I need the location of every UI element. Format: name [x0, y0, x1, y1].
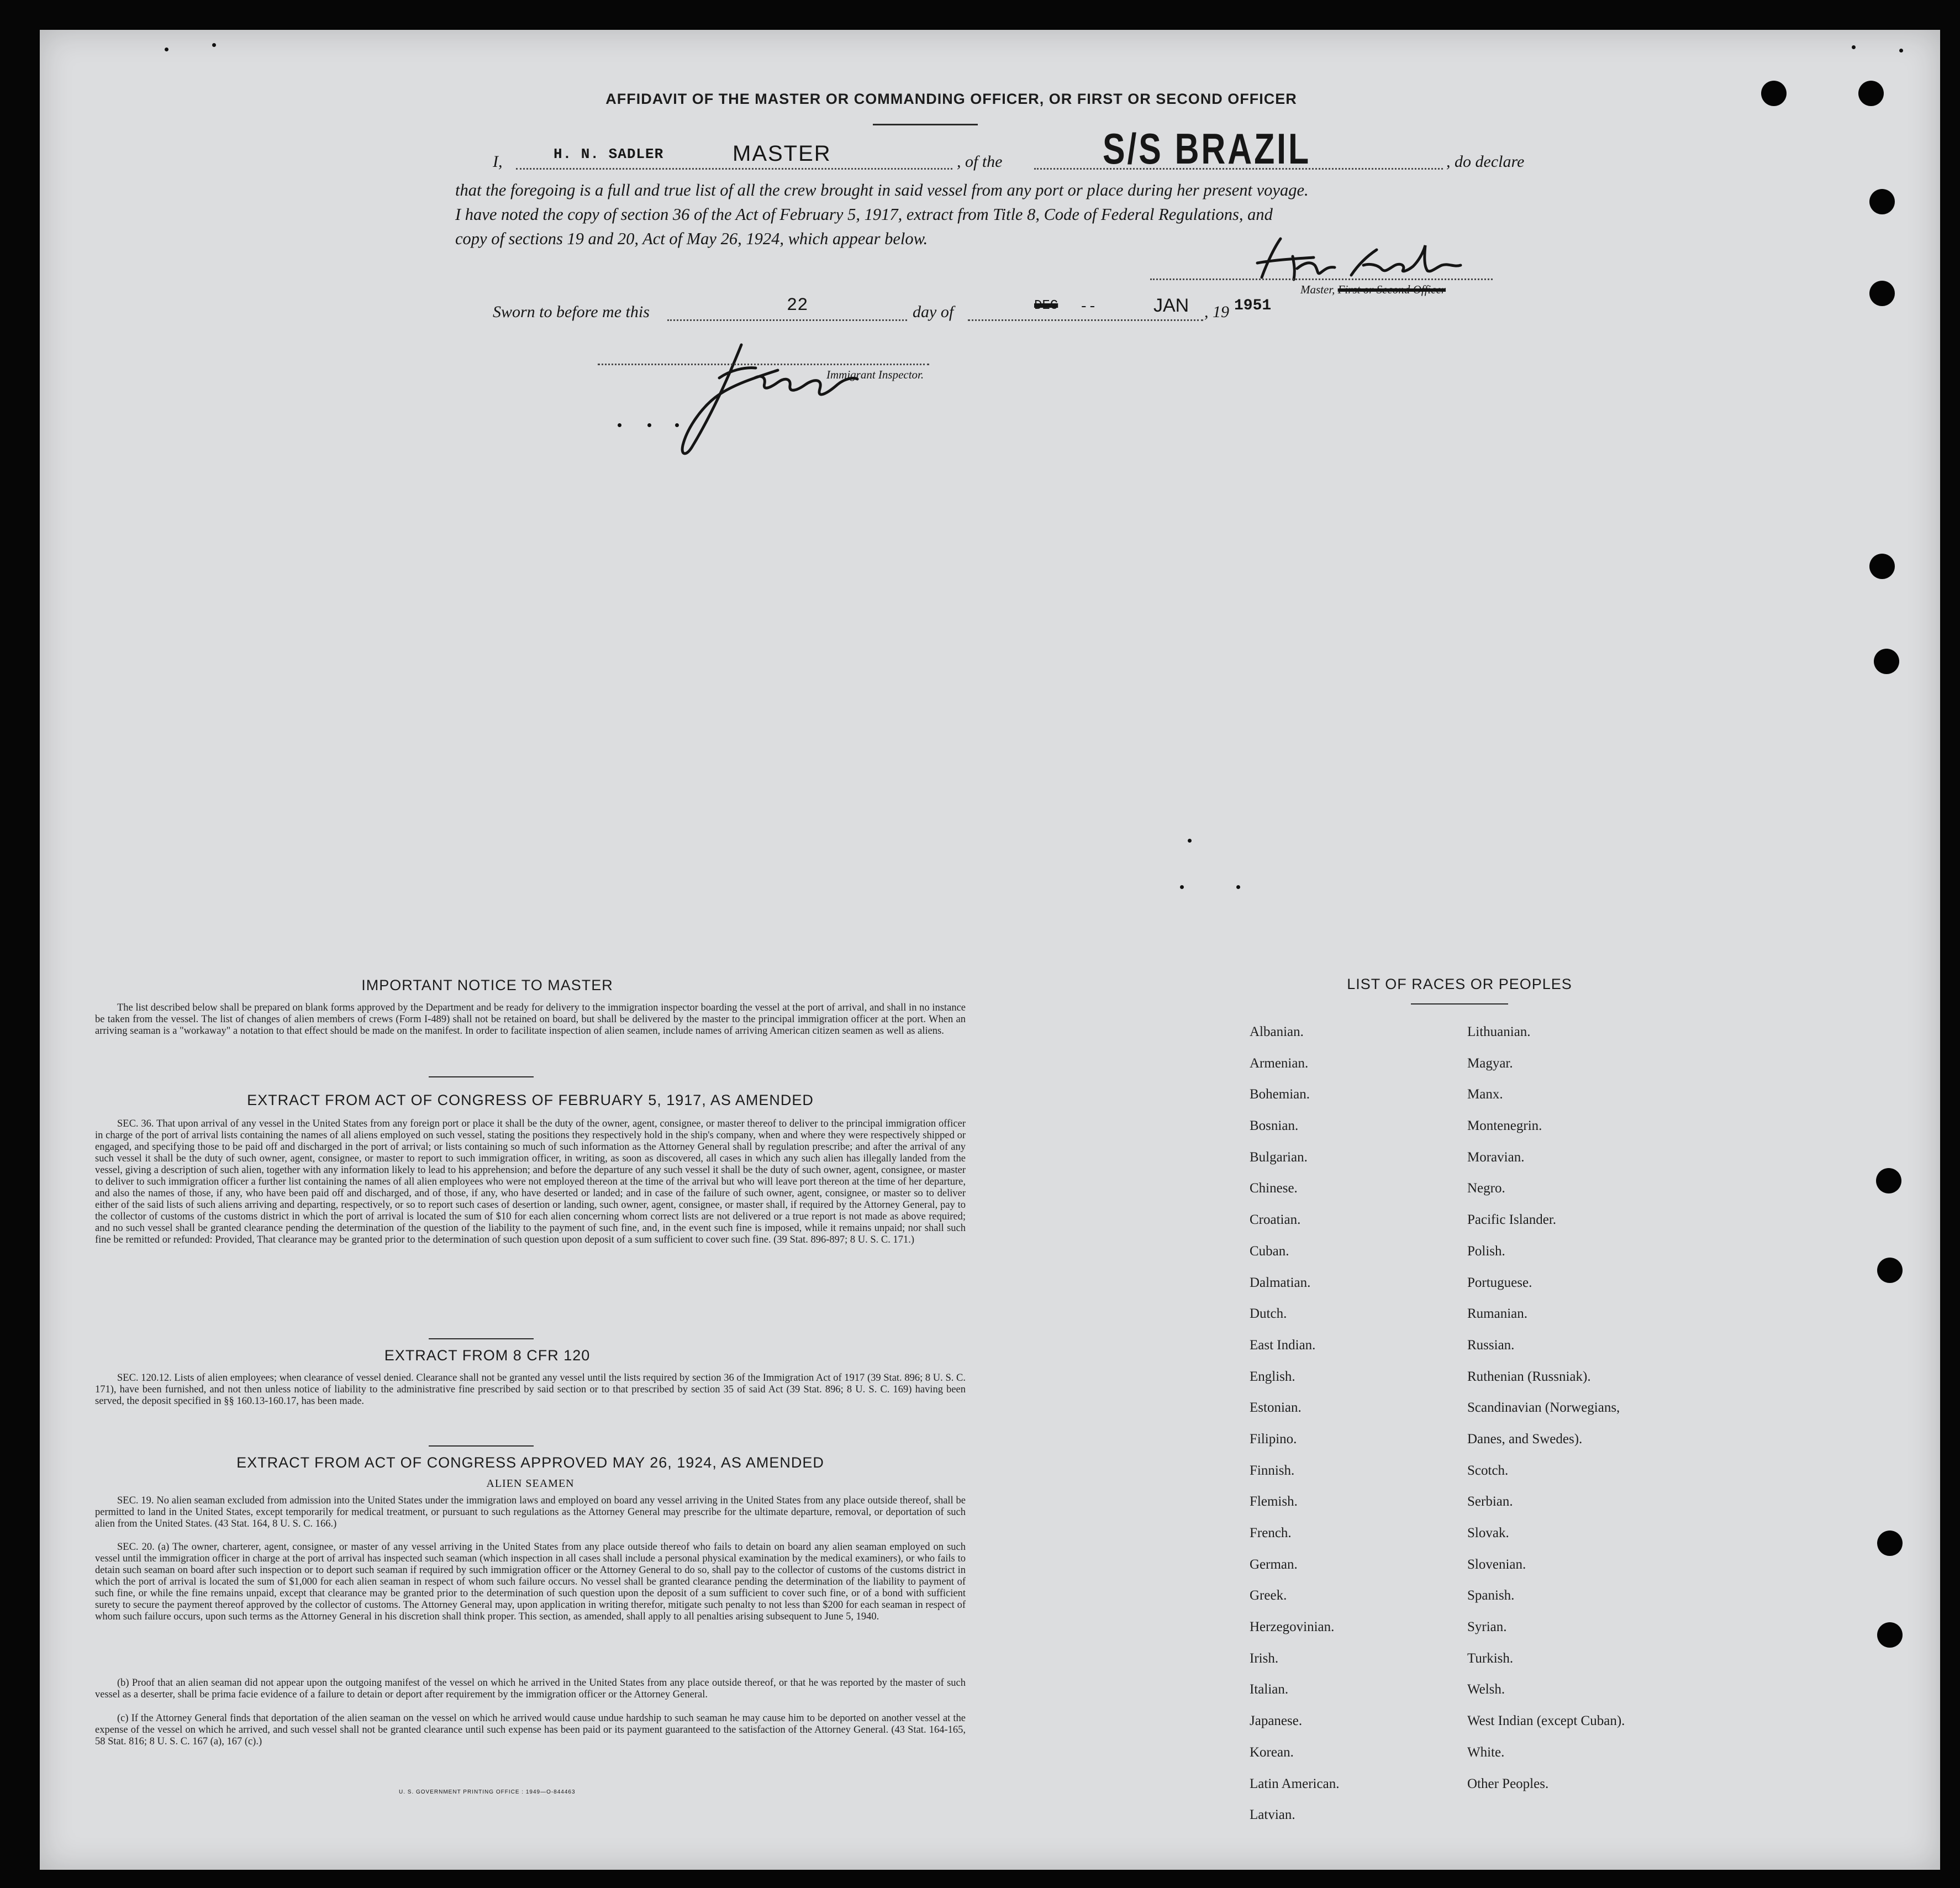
- races-column-1: [1250, 1017, 1437, 1831]
- race-item: Serbian.: [1467, 1494, 1513, 1510]
- race-item: Welsh.: [1467, 1682, 1505, 1697]
- race-item: Latvian.: [1250, 1807, 1295, 1823]
- extract-1924-heading: EXTRACT FROM ACT OF CONGRESS APPROVED MAY 26, 1924, AS AMENDED: [236, 1454, 824, 1471]
- speck: [1236, 885, 1240, 889]
- extract-1917-text: SEC. 36. That upon arrival of any vessel in the United States from any foreign port or place it shall be the duty of the owner, agent, consignee, or master thereof to deliver to the principal immigration officer in charge of the port of arrival lists containing the names of all aliens employed on such vessel, stating the positions they respectively hold in the ship's company, when and where they were respectively shipped or engaged, and specifying those to be paid off and discharged in the port of arrival; or lists containing so much of such information as the Attorney General shall by regulation prescribe; and after the arrival of any such vessel it shall be the duty of such owner, agent, consignee, or master to report to such immigration officer, in writing, as soon as discovered, all cases in which any such alien has illegally landed from the vessel, giving a description of such alien, together with any information likely to lead to his apprehension; and before the departure of any such vessel it shall be the duty of such owner, agent, consignee, or master to deliver to such immigration officer a further list containing the names of all alien employees who were not employed thereon at the time of the arrival but who will leave port thereon at the time of her departure, and also the names of those, if any, who have been paid off and discharged, and of those, if any, who have deserted or landed; and in case of the failure of such owner, agent, consignee, or master so to deliver either of the said lists of such aliens arriving and departing, respectively, or so to report such cases of desertion or landing, such owner, agent, consignee, or master shall, if required by the Attorney General, pay to the collector of customs of the customs district in which the port of arrival is located the sum of $10 for each alien concerning whom correct lists are not delivered or a true report is not made as above required; and no such vessel shall be granted clearance pending the determination of the question of the liability to the payment of such fine, and, in the event such fine is imposed, while it remains unpaid; nor shall such fine be remitted or refunded: Provided, That clearance may be granted prior to the determination of such question upon deposit of a sum sufficient to cover such fine. (39 Stat. 896-897; 8 U. S. C. 171.): [95, 1118, 966, 1245]
- race-item: Other Peoples.: [1467, 1776, 1549, 1791]
- sworn-month: JAN: [1153, 295, 1189, 316]
- title-rule: [873, 124, 978, 125]
- race-item: Manx.: [1467, 1087, 1503, 1102]
- race-item: Scotch.: [1467, 1463, 1509, 1478]
- race-item: Greek.: [1250, 1588, 1287, 1603]
- notice-text: The list described below shall be prepared on blank forms approved by the Department and be ready for delivery to the immigration inspector boarding the vessel at the port of arrival, and shall in no instance be taken from the vessel. The list of changes of alien members of crews (Form I-489) shall not be retained on board, but shall be delivered by the master to the principal immigration officer at the port. When an arriving seaman is a "workaway" a notation to that effect should be made on the manifest. In order to facilitate inspection of alien seamen, include names of arriving American citizen seamen as well as aliens.: [95, 1002, 966, 1037]
- race-item: East Indian.: [1250, 1337, 1316, 1353]
- race-item: Filipino.: [1250, 1431, 1297, 1447]
- speck: [1188, 839, 1192, 843]
- month-dash: --: [1079, 298, 1097, 315]
- race-item: Rumanian.: [1467, 1306, 1528, 1322]
- day-of-label: day of: [913, 303, 954, 321]
- race-item: Croatian.: [1250, 1212, 1301, 1228]
- race-item: Dalmatian.: [1250, 1275, 1311, 1290]
- extract-cfr-heading: EXTRACT FROM 8 CFR 120: [384, 1347, 591, 1364]
- race-item: Chinese.: [1250, 1181, 1298, 1196]
- speck: [1180, 885, 1184, 889]
- master-caption-struck: First or Second Officer: [1337, 283, 1446, 296]
- race-item: Montenegrin.: [1467, 1118, 1542, 1134]
- race-item: Moravian.: [1467, 1149, 1525, 1165]
- master-signature-text: Hn Sadler: [1325, 296, 1327, 297]
- race-item: Bulgarian.: [1250, 1149, 1308, 1165]
- sworn-day: 22: [787, 295, 808, 315]
- race-item: Turkish.: [1467, 1650, 1514, 1666]
- inspector-signature: [647, 317, 879, 461]
- punch-hole: [1869, 281, 1895, 306]
- punch-hole: [1877, 1622, 1903, 1648]
- declare-label: , do declare: [1446, 152, 1525, 171]
- race-item: Russian.: [1467, 1337, 1515, 1353]
- sec19-text: SEC. 19. No alien seaman excluded from admission into the United States under the immigration laws and employed on board any vessel arriving in the United States from any place outside thereof, shall be permitted to land in the United States, except temporarily for medical treatment, or pursuant to such regulations as the Attorney General may prescribe for the ultimate departure, removal, or deportation of such alien from the United States. (43 Stat. 164, 8 U. S. C. 166.): [95, 1495, 966, 1529]
- punch-hole: [1869, 189, 1895, 214]
- race-item: Portuguese.: [1467, 1275, 1532, 1290]
- race-item: Irish.: [1250, 1650, 1279, 1666]
- race-item: White.: [1467, 1744, 1505, 1760]
- race-item: Scandinavian (Norwegians, Danes, and Swedes).: [1467, 1400, 1620, 1447]
- races-column-2: [1467, 1017, 1810, 1800]
- race-item: Flemish.: [1250, 1494, 1298, 1510]
- race-item: Slovak.: [1467, 1526, 1509, 1540]
- punch-hole: [1876, 1168, 1901, 1193]
- month-line: [968, 319, 1203, 321]
- vessel-name: S/S BRAZIL: [1103, 124, 1311, 173]
- race-item: English.: [1250, 1369, 1295, 1384]
- sworn-label: Sworn to before me this: [493, 303, 650, 321]
- speck: [1852, 45, 1856, 49]
- punch-hole: [1877, 1531, 1903, 1556]
- affidavit-body-line: copy of sections 19 and 20, Act of May 26, 1924, which appear below.: [455, 229, 928, 248]
- master-signature: [1242, 234, 1485, 317]
- race-item: Syrian.: [1467, 1619, 1507, 1635]
- officer-name: H. N. SADLER: [554, 146, 664, 162]
- inspector-caption: Immigrant Inspector.: [826, 368, 924, 381]
- race-item: Magyar.: [1467, 1055, 1513, 1071]
- race-item: Bosnian.: [1250, 1118, 1299, 1134]
- master-caption: [1300, 283, 1446, 297]
- speck: [618, 423, 621, 427]
- race-item: West Indian (except Cuban).: [1467, 1713, 1625, 1729]
- sec20b-text: (b) Proof that an alien seaman did not appear upon the outgoing manifest of the vessel on which he arrived in the United States from any place outside thereof, or that he was reported by the master of such vessel as a deserter, shall be prima facie evidence of a failure to detain or deport after requirement by the immigration officer or the Attorney General.: [95, 1677, 966, 1700]
- section-rule: [429, 1338, 534, 1339]
- inspector-signature-text: Singer: [758, 400, 760, 401]
- master-sign-line: [1150, 278, 1493, 280]
- section-rule: [429, 1445, 534, 1447]
- race-item: Estonian.: [1250, 1400, 1302, 1416]
- race-item: Herzegovinian.: [1250, 1619, 1335, 1635]
- affidavit-body-line: I have noted the copy of section 36 of the Act of February 5, 1917, extract from Title 8, Code of Federal Regulations, and: [455, 205, 1273, 224]
- officer-rank: MASTER: [733, 141, 831, 166]
- speck: [165, 48, 168, 51]
- race-item: Pacific Islander.: [1467, 1212, 1557, 1228]
- race-item: Italian.: [1250, 1682, 1289, 1697]
- race-item: Spanish.: [1467, 1588, 1515, 1603]
- race-item: Slovenian.: [1467, 1556, 1526, 1572]
- sec20a-text: SEC. 20. (a) The owner, charterer, agent, consignee, or master of any vessel arriving in the United States from any place outside thereof who fails to detain on board any alien seaman employed on such vessel until the immigration officer in charge at the port of arrival has inspected such seaman (which inspection in all cases shall include a personal physical examination by the medical examiners), or who fails to detain such seaman on board after such inspection or to deport such seaman if required by such immigration officer or the Attorney General to do so, shall pay to the collector of customs of the customs district in which the port of arrival is located the sum of $1,000 for each alien seaman in respect of whom such failure occurs. No vessel shall be granted clearance pending the determination of the liability to payment of such fine, or while the fine remains unpaid, except that clearance may be granted prior to the determination of such question upon the deposit of a sum sufficient to cover such fine, or of a bond with sufficient surety to secure the payment thereof approved by the collector of customs. The Attorney General may, upon application in writing therefor, mitigate such penalty to not less than $200 for each seaman in respect of whom such failure occurs, upon such terms as the Attorney General in his discretion shall think proper. This section, as amended, shall apply to all penalties arising subsequent to June 5, 1940.: [95, 1542, 966, 1622]
- name-line: [516, 168, 952, 170]
- races-rule: [1411, 1003, 1508, 1005]
- race-item: Dutch.: [1250, 1306, 1287, 1322]
- race-item: Armenian.: [1250, 1055, 1309, 1071]
- race-item: Ruthenian (Russniak).: [1467, 1369, 1591, 1384]
- sec20c-text: (c) If the Attorney General finds that deportation of the alien seaman on the vessel on which he arrived would cause undue hardship to such seaman he may cause him to be deported on another vessel at the expense of the vessel on which he arrived, and such vessel shall not be granted clearance until such expense has been paid or its payment guaranteed to the satisfaction of the Attorney General. (43 Stat. 164-165, 58 Stat. 816; 8 U. S. C. 167 (a), 167 (c).): [95, 1713, 966, 1747]
- speck: [212, 43, 216, 47]
- punch-hole: [1761, 81, 1787, 106]
- punch-hole: [1874, 649, 1899, 674]
- race-item: Albanian.: [1250, 1024, 1304, 1039]
- month-struck: DEC: [1034, 298, 1058, 313]
- race-item: Lithuanian.: [1467, 1024, 1531, 1039]
- section-rule: [429, 1076, 534, 1077]
- race-item: Finnish.: [1250, 1463, 1295, 1478]
- punch-hole: [1877, 1258, 1903, 1283]
- race-item: Latin American.: [1250, 1776, 1340, 1791]
- punch-hole: [1858, 81, 1884, 106]
- race-item: Negro.: [1467, 1181, 1505, 1196]
- extract-1917-heading: EXTRACT FROM ACT OF CONGRESS OF FEBRUARY 5, 1917, AS AMENDED: [247, 1092, 814, 1108]
- notice-heading: IMPORTANT NOTICE TO MASTER: [361, 977, 613, 993]
- extract-cfr-text: SEC. 120.12. Lists of alien employees; when clearance of vessel denied. Clearance shall not be granted any vessel until the lists required by section 36 of the Immigration Act of 1917 (39 Stat. 896; 8 U. S. C. 171), have been furnished, and not then unless notice of liability to the administrative fine prescribed by said section or to that prescribed by section 35 of said Act (39 Stat. 896; 8 U. S. C. 169) having been served, the deposit specified in §§ 160.13-160.17, has been made.: [95, 1372, 966, 1407]
- race-item: Bohemian.: [1250, 1087, 1310, 1102]
- race-item: Korean.: [1250, 1744, 1294, 1760]
- race-item: Cuban.: [1250, 1243, 1289, 1259]
- race-item: German.: [1250, 1556, 1298, 1572]
- punch-hole: [1869, 554, 1895, 579]
- affidavit-title: AFFIDAVIT OF THE MASTER OR COMMANDING OFFICER, OR FIRST OR SECOND OFFICER: [605, 91, 1297, 107]
- race-item: Japanese.: [1250, 1713, 1303, 1729]
- printer-line: U. S. GOVERNMENT PRINTING OFFICE : 1949—O-844463: [399, 1789, 576, 1795]
- race-item: French.: [1250, 1526, 1292, 1540]
- year-prefix: , 19: [1204, 303, 1229, 321]
- master-caption-kept: Master,: [1300, 283, 1335, 296]
- races-heading: LIST OF RACES OR PEOPLES: [1347, 976, 1572, 992]
- crew-manifest-page: [40, 30, 1940, 1870]
- inspector-sign-line: [598, 364, 929, 365]
- affidavit-body-line: that the foregoing is a full and true list of all the crew brought in said vessel from any port or place during her present voyage.: [455, 181, 1309, 199]
- alien-seamen-subheading: ALIEN SEAMEN: [486, 1477, 575, 1490]
- of-the-label: , of the: [957, 152, 1003, 171]
- race-item: Polish.: [1467, 1243, 1505, 1259]
- affidavit-i: I,: [493, 152, 503, 171]
- sworn-year: 1951: [1234, 297, 1272, 314]
- speck: [1899, 49, 1903, 52]
